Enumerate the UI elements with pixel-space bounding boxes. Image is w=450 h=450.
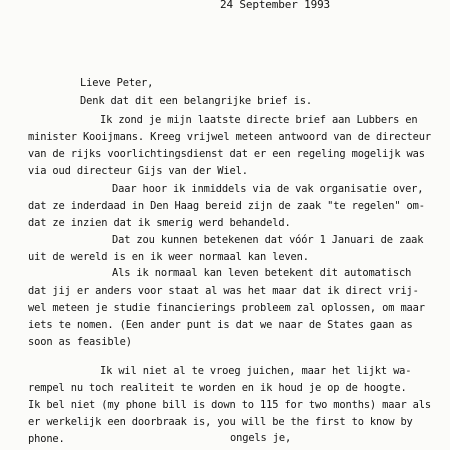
letter-line: phone. (28, 433, 65, 445)
letter-line: minister Kooijmans. Kreeg vrijwel meteen antwoord van de directeur (28, 131, 431, 143)
letter-line: Daar hoor ik inmiddels via de vak organisatie over, (112, 183, 424, 195)
letter-line: wel meteen je studie financierings probleem zal oplossen, om maar (28, 302, 425, 314)
letter-line: Ik wil niet al te vroeg juichen, maar het lijkt wa- (100, 365, 412, 377)
letter-line: er werkelijk een doorbraak is, you will be the first to know by (28, 416, 413, 428)
letter-closing: ongels je, (230, 432, 292, 444)
letter-line: dat ze inzien dat ik smerig werd behandeld. (28, 217, 291, 229)
letter-line: via oud directeur Gijs van der Wiel. (28, 165, 248, 177)
letter-line: Ik zond je mijn laatste directe brief aan Lubbers en (100, 114, 418, 126)
letter-line: dat ze inderdaad in Den Haag bereid zijn de zaak "te regelen" om- (28, 200, 425, 212)
letter-line: Als ik normaal kan leven betekent dit automatisch (112, 267, 412, 279)
salutation: Lieve Peter, (80, 77, 154, 89)
letter-line: iets te nomen. (Een ander punt is dat we naar de States gaan as (28, 319, 413, 331)
letter-line: Ik bel niet (my phone bill is down to 115 for two months) maar als (28, 399, 431, 411)
letter-line: Dat zou kunnen betekenen dat vóór 1 Januari de zaak (112, 234, 424, 246)
letter-line: van de rijks voorlichtingsdienst dat er een regeling mogelijk was (28, 148, 425, 160)
letter-line: soon as feasible) (28, 336, 132, 348)
letter-line: Denk dat dit een belangrijke brief is. (80, 95, 313, 107)
letter-line: dat jij er anders voor staat al was het maar dat ik direct vrij- (28, 285, 419, 297)
letter-date: 24 September 1993 (220, 0, 331, 11)
letter-line: uit de wereld is en ik weer normaal kan leven. (28, 251, 309, 263)
letter-line: rempel nu toch realiteit te worden en ik houd je op de hoogte. (28, 382, 407, 394)
